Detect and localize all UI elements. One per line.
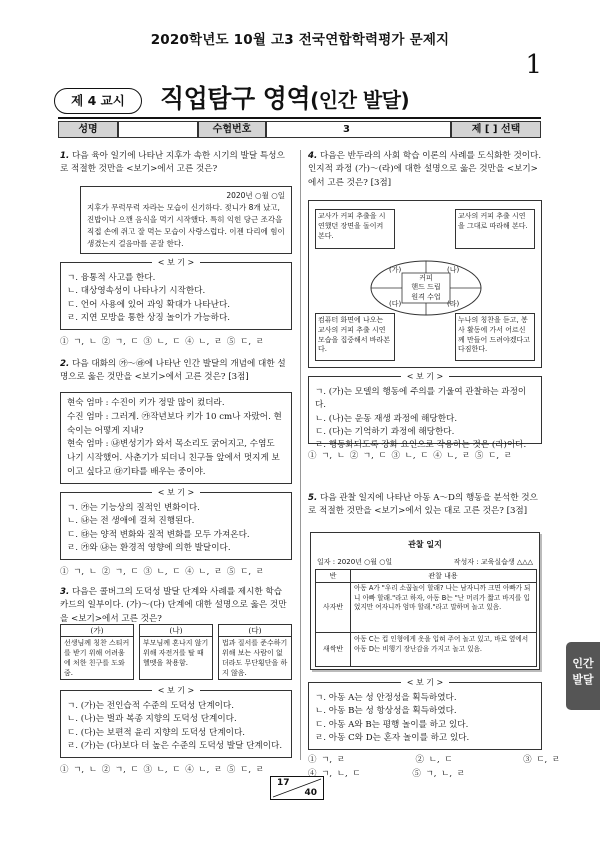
question-2 (60, 358, 292, 385)
q4-bogi-item: ㄱ. (가)는 모델의 행동에 주의를 기울여 관찰하는 과정이다. (315, 387, 527, 411)
q5-journal-table (315, 569, 537, 667)
q5-row-content: 아동 C는 컵 인형에게 옷을 입혀 주어 놀고 있고, 바로 옆에서 아동 D는 비행기 장난감을 가지고 놀고 있음. (354, 635, 529, 653)
q4-process-box: 교사의 커피 추출 시연을 그대로 따라해 본다. (455, 209, 535, 249)
q4-choices[interactable]: ① ㄱ, ㄴ ② ㄱ, ㄷ ③ ㄴ, ㄷ ④ ㄴ, ㄹ ⑤ ㄷ, ㄹ (308, 451, 512, 461)
q5-stem (308, 492, 542, 519)
q1-diary-date: 2020년 ○월 ○일 (226, 191, 285, 200)
question-1 (60, 150, 292, 177)
q1-bogi-label-text: < 보 기 > (152, 258, 201, 267)
q4-bogi-label (309, 371, 541, 383)
q4-center-line: 원격 수업 (411, 292, 441, 301)
q2-bogi-item: ㄴ. ㉯는 전 생애에 걸쳐 진행된다. (67, 516, 195, 527)
q5-row-content: 아동 A가 "우리 소꿉놀이 할래? 나는 남자니까 크면 아빠가 되니 아빠 할래."라고 하자, 아동 B는 "난 머리가 짧고 바지를 입었지만 여자니까 엄마 할래."라고 말하며 놀고 있음. (354, 584, 531, 612)
q3-card (139, 624, 213, 680)
q2-bogi-label-text: < 보 기 > (152, 488, 201, 497)
q3-card-head: (가) (61, 625, 133, 637)
q5-row-class: 사자반 (316, 582, 351, 633)
q5-bogi-box (308, 678, 542, 750)
subject-title (160, 79, 409, 115)
exam-no-digit: 3 (343, 124, 350, 135)
q4-bogi-box (308, 372, 542, 451)
q5-col-head: 관찰 내용 (350, 570, 536, 583)
q3-card-body: 부모님께 혼나지 않기 위해 자전거를 탈 때 헬멧을 착용함. (143, 639, 209, 668)
page-number: 1 (525, 50, 542, 80)
name-label: 성명 (58, 121, 118, 138)
q2-dialog-box (60, 392, 292, 484)
exam-no-field[interactable] (266, 121, 451, 138)
q3-number: 3. (60, 587, 70, 597)
q1-bogi-box (60, 258, 292, 330)
q5-choices-line2[interactable]: ④ ㄱ, ㄴ, ㄷ ⑤ ㄱ, ㄴ, ㄹ (308, 769, 466, 779)
q2-bogi-item: ㄷ. ㉰는 양적 변화와 질적 변화를 모두 가져온다. (67, 529, 250, 540)
q3-card (218, 624, 292, 680)
q1-stem (60, 150, 292, 177)
q2-stem-text: 다음 대화의 ㉮～㉱에 나타난 인간 발달의 개념에 대한 설명으로 옳은 것만을 <보기>에서 고른 것은? [3점] (60, 359, 286, 383)
q4-stem (308, 150, 542, 190)
q4-process-box: 컴퓨터 화면에 나오는 교사의 커피 추출 시연 모습을 집중해서 바라본다. (315, 313, 395, 361)
q2-bogi-item: ㄹ. ㉮와 ㉯는 환경적 영향에 의한 발달이다. (67, 542, 231, 553)
q2-stem (60, 358, 292, 385)
q1-bogi-item: ㄷ. 언어 사용에 있어 과잉 확대가 나타난다. (67, 299, 230, 310)
q4-stem-text: 다음은 반두라의 사회 학습 이론의 사례를 도식화한 것이다. 인지적 과정 (가)～(라)에 대한 설명으로 옳은 것만을 <보기>에서 고른 것은? [3점] (308, 151, 542, 188)
q5-stem-text: 다음 관찰 일지에 나타난 아동 A～D의 행동을 분석한 것으로 적절한 것만을 <보기>에서 있는 대로 고른 것은? [3점] (308, 493, 538, 517)
q4-bogi-item: ㄹ. 행동화되도록 강화 요인으로 작용하는 것은 (라)이다. (315, 440, 527, 451)
q5-journal-author: 작성자 : 교육실습생 △△△ (453, 558, 533, 566)
q1-bogi-item: ㄴ. 대상영속성이 나타나기 시작한다. (67, 286, 206, 297)
q3-card-head: (다) (219, 625, 291, 637)
footer-total-pages: 40 (304, 788, 317, 798)
q2-bogi-box (60, 488, 292, 560)
q4-label-ra: (라) (447, 300, 460, 308)
q4-diagram (308, 200, 542, 368)
q5-row-divider (350, 632, 536, 633)
q1-diary-text: 지후가 무럭무럭 자라는 모습이 신기하다. 젖니가 8개 났고, 진밥이나 으깬 음식을 먹기 시작했다. 특히 익힌 당근 조각을 직접 손에 쥐고 잘 먹는 모습이 사랑스럽다. 이젠 다리에 힘이 생겼는지 걸음마를 곧잘 한다. (87, 203, 285, 248)
name-field[interactable] (118, 121, 198, 138)
q5-journal-title: 관찰 일지 (408, 540, 442, 549)
q5-row-class: 새싹반 (316, 632, 351, 667)
subject-side-tab (566, 642, 600, 710)
q2-bogi-item: ㄱ. ㉮는 기능상의 질적인 변화이다. (67, 503, 200, 513)
question-5 (308, 492, 542, 519)
q3-choices[interactable]: ① ㄱ, ㄴ ② ㄱ, ㄷ ③ ㄴ, ㄷ ④ ㄴ, ㄹ ⑤ ㄷ, ㄹ (60, 765, 264, 775)
select-label: 제 [ ] 선택 (451, 121, 541, 138)
q3-bogi-box (60, 686, 292, 758)
q3-bogi-label-text: < 보 기 > (152, 686, 201, 695)
question-4 (308, 150, 542, 190)
q4-center-label (402, 274, 450, 302)
q3-bogi-item: ㄹ. (가)는 (다)보다 더 높은 수준의 도덕성 발달 단계이다. (67, 740, 283, 751)
q3-card-body: 선생님께 칭찬 스티커를 받기 위해 어려움에 처한 친구를 도와줌. (64, 639, 130, 678)
q3-stem (60, 586, 292, 626)
q4-number: 4. (308, 151, 318, 161)
q1-choices[interactable]: ① ㄱ, ㄴ ② ㄱ, ㄷ ③ ㄴ, ㄷ ④ ㄴ, ㄹ ⑤ ㄷ, ㄹ (60, 337, 264, 347)
q5-choices-line1[interactable]: ① ㄱ, ㄹ ② ㄴ, ㄷ ③ ㄷ, ㄹ (308, 755, 561, 765)
q3-card-body: 법과 질서를 준수하기 위해 보는 사람이 없더라도 무단횡단을 하지 않음. (222, 639, 288, 678)
q2-dialog-line: 수진 엄마 : 그러게. ㉮작년보다 키가 10 cm나 자랐어. 현숙이는 어떻게 지내? (67, 411, 282, 436)
q2-bogi-label (61, 487, 291, 499)
q1-diary-box (80, 186, 292, 254)
q5-bogi-item: ㄷ. 아동 A와 B는 평행 놀이를 하고 있다. (315, 719, 469, 730)
q4-bogi-item: ㄴ. (나)는 운동 재생 과정에 해당한다. (315, 413, 458, 424)
q3-card-head: (나) (140, 625, 212, 637)
q1-number: 1. (60, 151, 70, 161)
q5-journal (310, 532, 540, 670)
side-tab-line: 인간 (572, 657, 594, 670)
subject-sub: (인간 발달) (310, 88, 410, 112)
q5-journal-date: 일자 : 2020년 ○월 ○일 (317, 558, 393, 566)
info-bar (58, 121, 541, 138)
q3-bogi-item: ㄴ. (나)는 벌과 복종 지향의 도덕성 단계이다. (67, 714, 237, 725)
q5-bogi-item: ㄱ. 아동 A는 성 안정성을 획득하였다. (315, 693, 457, 703)
q4-bogi-item: ㄷ. (다)는 기억하기 과정에 해당한다. (315, 426, 455, 437)
q2-dialog-line: 현숙 엄마 : 수진이 키가 정말 많이 컸더라. (67, 398, 225, 408)
header-rule (58, 117, 541, 119)
q2-dialog-line: 현숙 엄마 : ㉯변성기가 와서 목소리도 굵어지고, 수염도 나기 시작했어. 사춘기가 되더니 친구들 앞에서 멋지게 보이고 싶다고 ㉰기타를 배우는 중이야. (67, 439, 280, 477)
page-footer (270, 776, 324, 800)
q2-number: 2. (60, 359, 70, 369)
q3-card (60, 624, 134, 680)
q3-bogi-label (61, 685, 291, 697)
footer-current-page: 17 (277, 778, 290, 788)
q2-choices[interactable]: ① ㄱ, ㄴ ② ㄱ, ㄷ ③ ㄴ, ㄷ ④ ㄴ, ㄹ ⑤ ㄷ, ㄹ (60, 567, 264, 577)
q4-bogi-label-text: < 보 기 > (401, 372, 450, 381)
exam-header-title: 2020학년도 10월 고3 전국연합학력평가 문제지 (150, 32, 450, 48)
session-badge: 제 4 교시 (54, 88, 142, 114)
subject-main: 직업탐구 영역 (160, 84, 311, 113)
q1-bogi-label (61, 257, 291, 269)
q1-stem-text: 다음 육아 일기에 나타난 지후가 속한 시기의 발달 특성으로 적절한 것만을 <보기>에서 고른 것은? (60, 151, 285, 175)
exam-no-label: 수험번호 (198, 121, 266, 138)
question-3 (60, 586, 292, 626)
q1-bogi-item: ㄱ. 융통적 사고를 한다. (67, 273, 156, 283)
q4-center-line: 핸드 드립 (411, 283, 441, 292)
q5-bogi-item: ㄴ. 아동 B는 성 항상성을 획득하였다. (315, 706, 457, 717)
q5-col-head: 반 (316, 570, 351, 583)
side-tab-line: 발달 (572, 673, 594, 686)
q3-bogi-item: ㄷ. (다)는 보편적 윤리 지향의 도덕성 단계이다. (67, 727, 245, 738)
q4-process-box: 교사가 커피 추출을 시연했던 장면을 돌이켜 본다. (315, 209, 395, 249)
q5-bogi-item: ㄹ. 아동 C와 D는 혼자 놀이를 하고 있다. (315, 732, 470, 743)
q5-number: 5. (308, 493, 318, 503)
q4-label-da: (다) (389, 300, 402, 308)
q4-label-na: (나) (447, 266, 460, 274)
q4-label-ga: (가) (389, 266, 402, 274)
q5-bogi-label-text: < 보 기 > (401, 678, 450, 687)
q1-bogi-item: ㄹ. 지연 모방을 통한 상징 놀이가 가능하다. (67, 312, 230, 323)
q3-stem-text: 다음은 콜버그의 도덕성 발달 단계와 사례를 제시한 학습 카드의 일부이다. (가)～(다) 단계에 대한 설명으로 옳은 것만을 <보기>에서 고른 것은? (60, 587, 287, 624)
column-divider (300, 150, 301, 760)
q5-bogi-label (309, 677, 541, 689)
q4-center-line: 커피 (419, 274, 433, 282)
q3-bogi-item: ㄱ. (가)는 전인습적 수준의 도덕성 단계이다. (67, 701, 234, 711)
q4-process-box: 누나의 칭찬을 듣고, 봉사 활동에 가서 어르신께 만들어 드려야겠다고 다짐한다. (455, 313, 535, 361)
